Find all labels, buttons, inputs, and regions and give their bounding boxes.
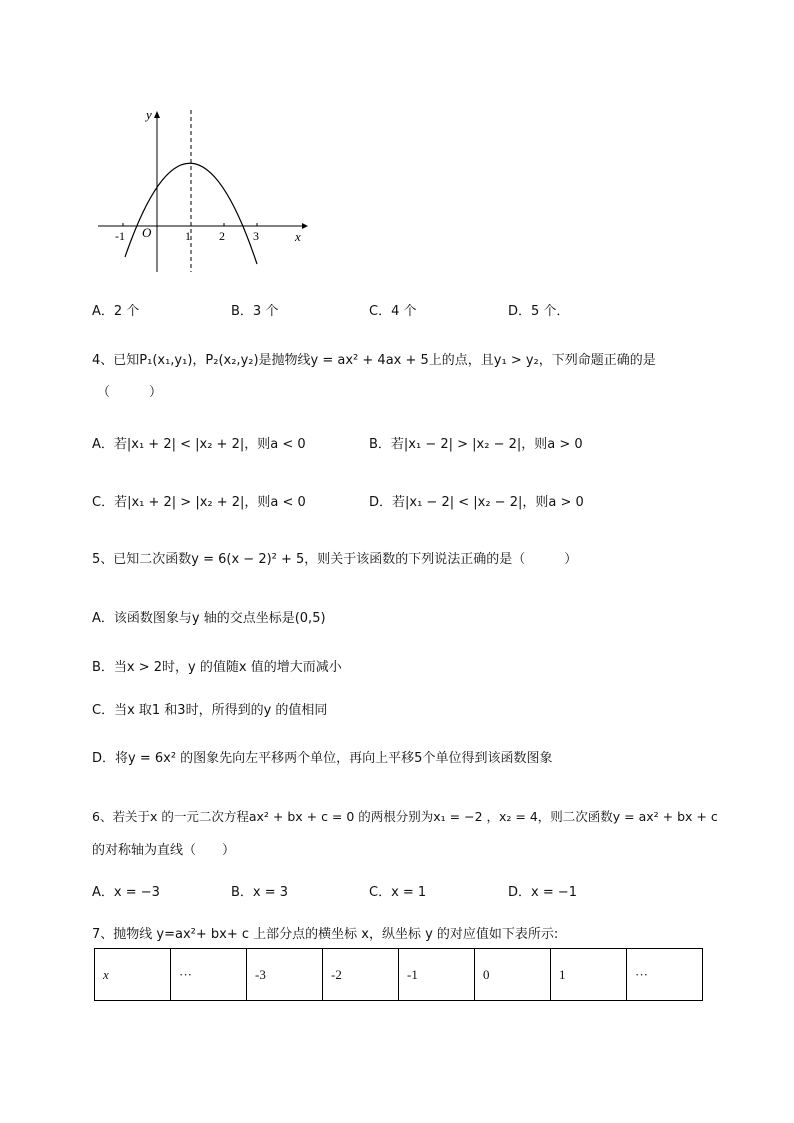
y-axis-label: y bbox=[146, 107, 152, 122]
q7-stem: 7、抛物线 y=ax²+ bx+ c 上部分点的横坐标 x，纵坐标 y 的对应值如下表所示: bbox=[92, 927, 559, 942]
table-cell: x bbox=[95, 949, 171, 1001]
q4-stem: 4、已知P₁(x₁,y₁)，P₂(x₂,y₂)是抛物线y = ax² + 4ax + 5上的点，且y₁ > y₂，下列命题正确的是 bbox=[92, 353, 656, 368]
value-table bbox=[94, 948, 703, 1001]
q3-option-d: D．5 个． bbox=[508, 304, 570, 319]
parabola-curve bbox=[125, 163, 257, 264]
tick-label: -1 bbox=[115, 229, 125, 243]
x-axis-label: x bbox=[295, 229, 301, 244]
q3-option-b: B．3 个 bbox=[231, 304, 279, 319]
table-cell: -1 bbox=[399, 949, 475, 1001]
tick-label: 1 bbox=[185, 229, 191, 243]
q5-stem: 5、已知二次函数y = 6(x − 2)² + 5，则关于该函数的下列说法正确的是（ ） bbox=[92, 552, 578, 567]
q5-option-a: A．该函数图象与y 轴的交点坐标是(0,5) bbox=[92, 611, 326, 626]
q4-option-a: A．若|x₁ + 2| < |x₂ + 2|，则a < 0 bbox=[92, 437, 306, 452]
q4-option-b: B．若|x₁ − 2| > |x₂ − 2|，则a > 0 bbox=[369, 437, 583, 452]
tick-label: 3 bbox=[253, 229, 259, 243]
q4-option-c: C．若|x₁ + 2| > |x₂ + 2|，则a < 0 bbox=[92, 495, 306, 510]
table-cell: 1 bbox=[551, 949, 627, 1001]
q6-option-c: C．x = 1 bbox=[369, 885, 427, 900]
table-row bbox=[95, 949, 703, 1001]
q6-option-d: D．x = −1 bbox=[508, 885, 578, 900]
q6-option-b: B．x = 3 bbox=[231, 885, 289, 900]
table-cell: ··· bbox=[171, 949, 247, 1001]
q5-option-c: C．当x 取1 和3时，所得到的y 的值相同 bbox=[92, 703, 328, 718]
q4-stem-bracket: （ ） bbox=[97, 385, 163, 400]
q5-option-b: B．当x > 2时，y 的值随x 值的增大而减小 bbox=[92, 660, 342, 675]
tick-label: 2 bbox=[219, 229, 225, 243]
origin-label: O bbox=[142, 225, 152, 240]
q6-stem-line2: 的对称轴为直线（ ） bbox=[92, 843, 236, 858]
q3-option-a: A．2 个 bbox=[92, 304, 140, 319]
x-axis-arrow bbox=[302, 223, 308, 229]
table-cell: -2 bbox=[323, 949, 399, 1001]
y-axis-arrow bbox=[154, 111, 160, 118]
table-cell: -3 bbox=[247, 949, 323, 1001]
q3-option-c: C．4 个 bbox=[369, 304, 417, 319]
q4-option-d: D．若|x₁ − 2| < |x₂ − 2|，则a > 0 bbox=[369, 495, 584, 510]
table-cell: 0 bbox=[475, 949, 551, 1001]
q6-option-a: A．x = −3 bbox=[92, 885, 160, 900]
parabola-graph bbox=[90, 100, 320, 280]
q5-option-d: D．将y = 6x² 的图象先向左平移两个单位，再向上平移5个单位得到该函数图象 bbox=[92, 751, 553, 766]
q6-stem: 6、若关于x 的一元二次方程ax² + bx + c = 0 的两根分别为x₁ = −2 ，x₂ = 4，则二次函数y = ax² + bx + c bbox=[92, 809, 718, 824]
table-cell: ··· bbox=[627, 949, 703, 1001]
